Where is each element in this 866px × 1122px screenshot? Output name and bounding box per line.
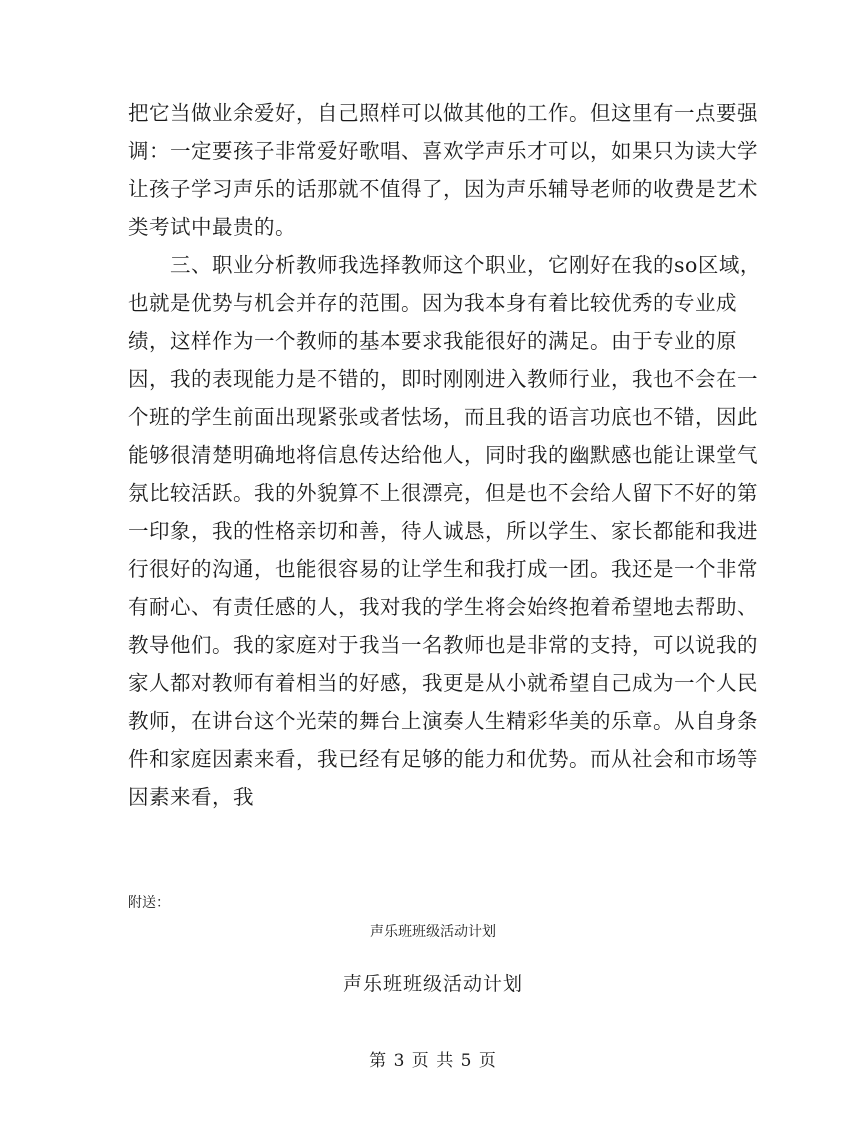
body-line-11: 氛比较活跃。我的外貌算不上很漂亮，但是也不会给人留下不好的第 — [128, 481, 758, 505]
body-line-9: 个班的学生前面出现紧张或者怯场，而且我的语言功底也不错，因此 — [128, 405, 758, 429]
page-number-footer: 第 3 页 共 5 页 — [369, 1051, 497, 1071]
body-line-7: 绩，这样作为一个教师的基本要求我能很好的满足。由于专业的原 — [128, 329, 737, 353]
body-line-2: 调：一定要孩子非常爱好歌唱、喜欢学声乐才可以，如果只为读大学 — [128, 139, 758, 163]
body-line-8: 因，我的表现能力是不错的，即时刚刚进入教师行业，我也不会在一 — [128, 367, 758, 391]
body-line-6: 也就是优势与机会并存的范围。因为我本身有着比较优秀的专业成 — [128, 291, 737, 315]
body-line-14: 有耐心、有责任感的人，我对我的学生将会始终抱着希望地去帮助、 — [128, 595, 758, 619]
body-line-18: 件和家庭因素来看，我已经有足够的能力和优势。而从社会和市场等 — [128, 747, 758, 771]
section-three-first-line: 三、职业分析教师我选择教师这个职业，它刚好在我的so区域， — [170, 253, 761, 277]
body-line-16: 家人都对教师有着相当的好感，我更是从小就希望自己成为一个人民 — [128, 671, 758, 695]
attachment-title: 声乐班班级活动计划 — [342, 973, 523, 995]
body-line-10: 能够很清楚明确地将信息传达给他人，同时我的幽默感也能让课堂气 — [128, 443, 758, 467]
body-line-19: 因素来看，我 — [128, 785, 254, 809]
body-line-12: 一印象，我的性格亲切和善，待人诚恳，所以学生、家长都能和我进 — [128, 519, 758, 543]
body-line-15: 教导他们。我的家庭对于我当一名教师也是非常的支持，可以说我的 — [128, 633, 758, 657]
body-line-13: 行很好的沟通，也能很容易的让学生和我打成一团。我还是一个非常 — [128, 557, 758, 581]
body-line-4: 类考试中最贵的。 — [128, 215, 296, 239]
attachment-small-title: 声乐班班级活动计划 — [370, 924, 496, 940]
body-line-17: 教师，在讲台这个光荣的舞台上演奏人生精彩华美的乐章。从自身条 — [128, 709, 758, 733]
body-line-3: 让孩子学习声乐的话那就不值得了，因为声乐辅导老师的收费是艺术 — [128, 177, 758, 201]
body-line-1: 把它当做业余爱好，自己照样可以做其他的工作。但这里有一点要强 — [128, 101, 758, 125]
attachment-label: 附送： — [128, 895, 170, 911]
